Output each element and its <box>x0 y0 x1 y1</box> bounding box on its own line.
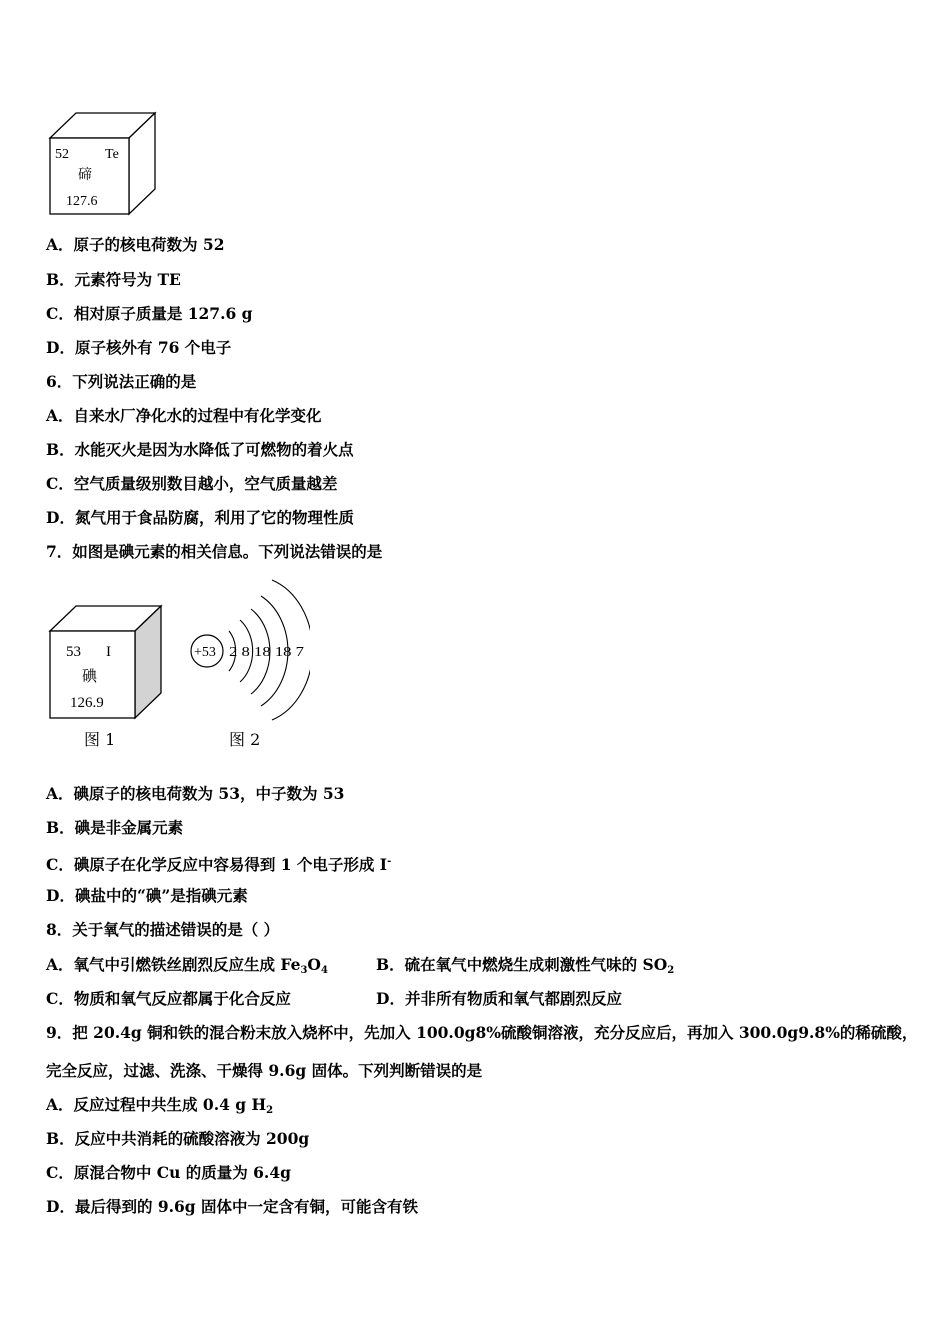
q6-stem: 6．下列说法正确的是 <box>46 372 197 391</box>
q7-option-a: A．碘原子的核电荷数为 53，中子数为 53 <box>46 784 345 803</box>
q5-option-c: C．相对原子质量是 127.6 g <box>46 304 253 323</box>
q8-option-c: C．物质和氧气反应都属于化合反应 <box>46 989 291 1008</box>
q9-stem-line-1: 9．把 20.4g 铜和铁的混合粉末放入烧杯中，先加入 100.0g8%硫酸铜溶液，充分反应后，再加入 300.0g9.8%的稀硫酸， <box>46 1023 918 1042</box>
q6-option-c: C．空气质量级别数目越小，空气质量越差 <box>46 474 338 493</box>
q8-a-mid: O <box>307 955 321 974</box>
q8-b-sub: 2 <box>667 965 675 976</box>
q9-a-sub: 2 <box>266 1105 274 1116</box>
q5-option-b: B．元素符号为 TE <box>46 270 181 289</box>
iodine-name: 碘 <box>82 669 98 685</box>
te-name: 碲 <box>78 168 92 183</box>
te-element-card <box>48 110 158 218</box>
q6-option-d: D．氮气用于食品防腐，利用了它的物理性质 <box>46 508 354 527</box>
q9-option-a-text: A．反应过程中共生成 0.4 g H <box>46 1095 267 1114</box>
q9-option-b: B．反应中共消耗的硫酸溶液为 200g <box>46 1129 310 1148</box>
figure-2-caption: 图 2 <box>229 730 261 749</box>
iodine-element-card <box>48 603 164 721</box>
q8-a-sub2: 4 <box>320 965 328 976</box>
q7-option-c <box>46 852 391 875</box>
te-atomic-mass: 127.6 <box>66 194 98 209</box>
electron-shells: 2 8 18 18 7 <box>229 645 304 660</box>
q5-option-a: A．原子的核电荷数为 52 <box>46 235 225 254</box>
q9-option-c: C．原混合物中 Cu 的质量为 6.4g <box>46 1163 291 1182</box>
iodine-symbol: I <box>106 644 111 660</box>
q6-option-a: A．自来水厂净化水的过程中有化学变化 <box>46 406 322 425</box>
iodine-atom-structure-diagram <box>185 574 310 724</box>
q8-option-d: D．并非所有物质和氧气都剧烈反应 <box>376 989 622 1008</box>
nucleus-charge: +53 <box>194 645 216 660</box>
q6-option-b: B．水能灭火是因为水降低了可燃物的着火点 <box>46 440 354 459</box>
iodide-charge: - <box>387 856 392 867</box>
te-symbol: Te <box>105 147 119 162</box>
q9-option-a <box>46 1095 273 1121</box>
q7-option-b: B．碘是非金属元素 <box>46 818 184 837</box>
q8-option-b <box>376 955 674 981</box>
q8-stem: 8．关于氧气的描述错误的是（ ） <box>46 920 280 939</box>
q8-option-a <box>46 955 328 981</box>
iodine-atomic-number: 53 <box>66 644 81 660</box>
figure-1-caption: 图 1 <box>84 730 116 749</box>
q5-option-d: D．原子核外有 76 个电子 <box>46 338 232 357</box>
q8-option-a-text: A．氧气中引燃铁丝剧烈反应生成 Fe <box>46 955 301 974</box>
q9-stem-line-2: 完全反应，过滤、洗涤、干燥得 9.6g 固体。下列判断错误的是 <box>46 1061 483 1080</box>
q7-stem: 7．如图是碘元素的相关信息。下列说法错误的是 <box>46 542 383 561</box>
q9-option-d: D．最后得到的 9.6g 固体中一定含有铜，可能含有铁 <box>46 1197 419 1216</box>
q8-option-b-text: B．硫在氧气中燃烧生成刺激性气味的 SO <box>376 955 668 974</box>
q8-a-sub1: 3 <box>300 965 308 976</box>
iodine-atomic-mass: 126.9 <box>70 695 104 711</box>
q7-option-d: D．碘盐中的“碘”是指碘元素 <box>46 886 248 905</box>
te-atomic-number: 52 <box>55 147 69 162</box>
q7-option-c-text: C．碘原子在化学反应中容易得到 1 个电子形成 I <box>46 855 388 874</box>
